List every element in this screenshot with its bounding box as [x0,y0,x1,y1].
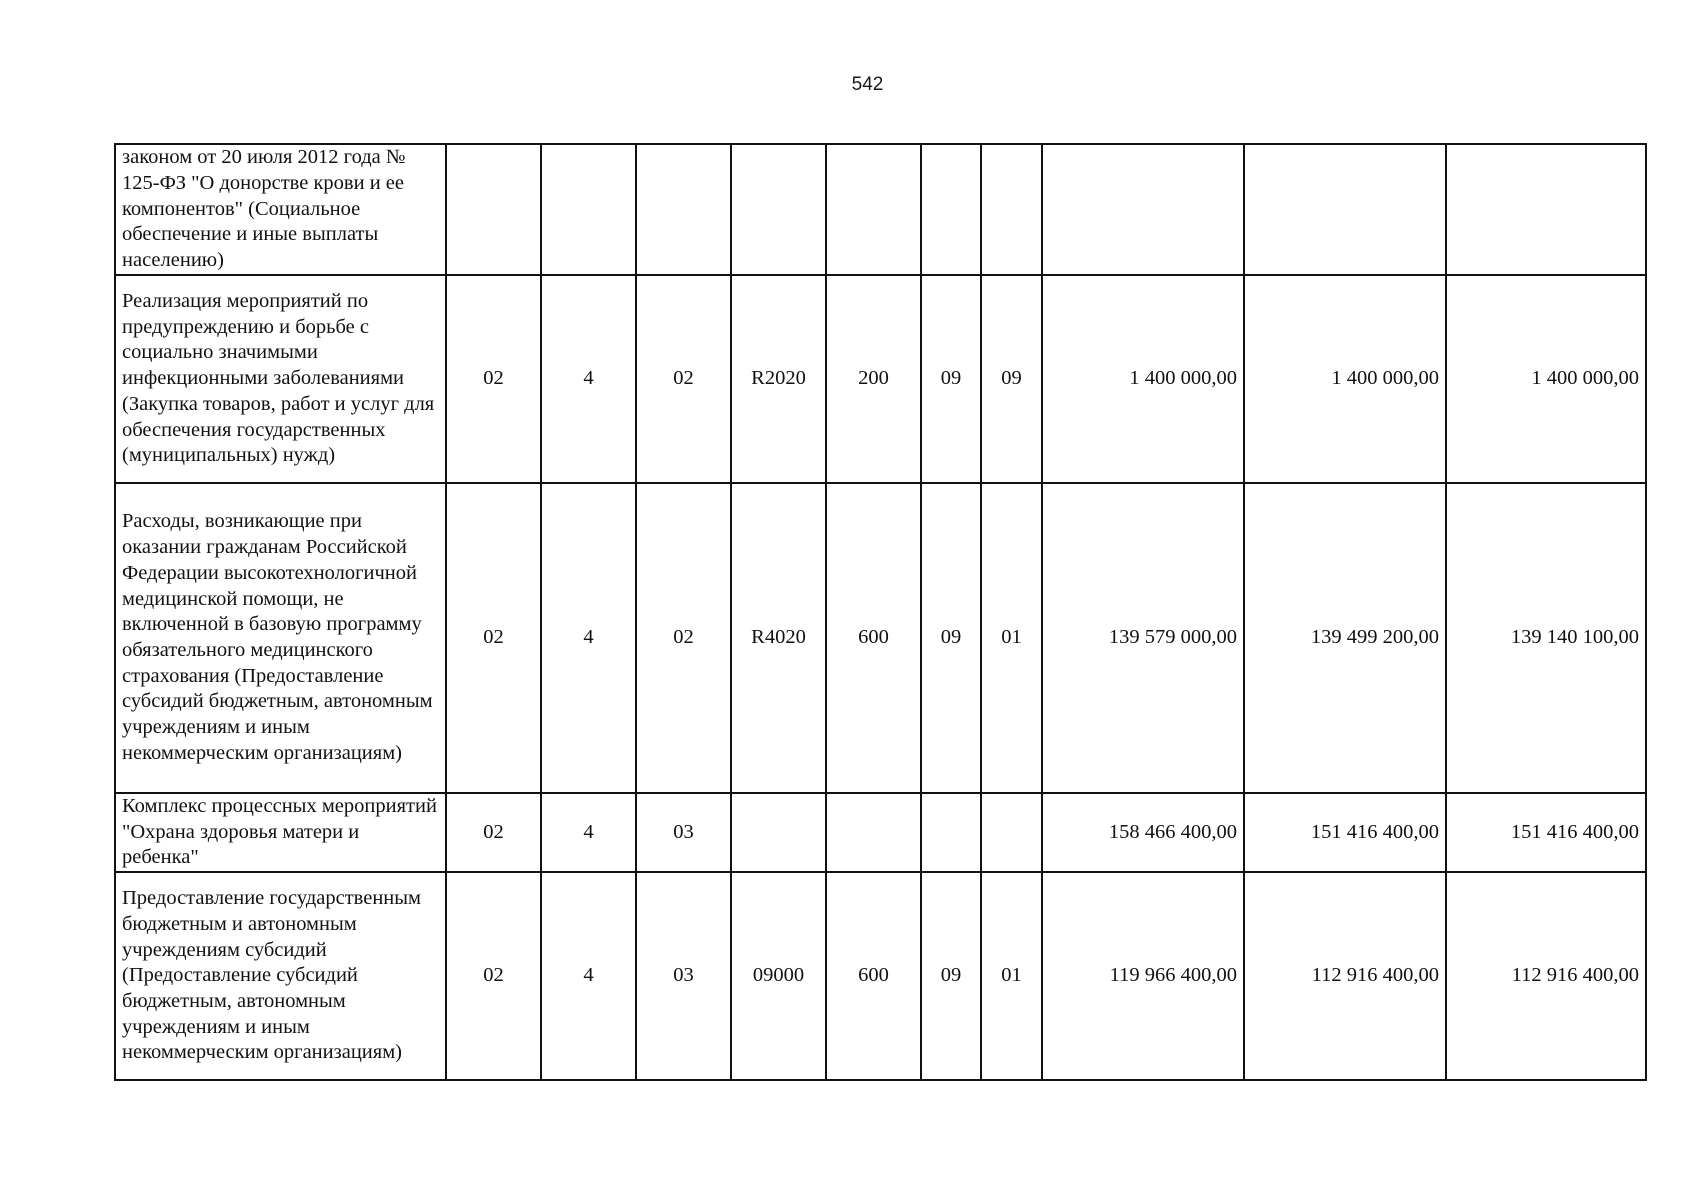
subprogram-code: 4 [541,872,636,1080]
section-code: 09 [921,275,981,483]
activity-code: 02 [636,275,731,483]
subprogram-code [541,144,636,275]
row-description: Предоставление государственным бюджетным и автономным учреждениям субсидий (Предоставление субсидий бюджетным, автономным учреждениям и иным некоммерческим организациям) [115,872,446,1080]
amount-year-1: 119 966 400,00 [1042,872,1244,1080]
section-code: 09 [921,872,981,1080]
activity-code: 03 [636,793,731,872]
amount-year-3: 151 416 400,00 [1446,793,1646,872]
amount-year-1 [1042,144,1244,275]
program-code: 02 [446,483,541,793]
table-row [115,793,1646,872]
program-code: 02 [446,793,541,872]
row-description: Расходы, возникающие при оказании гражданам Российской Федерации высокотехнологичной медицинской помощи, не включенной в базовую программу обязательного медицинского страхования (Предоставление субсидий бюджетным, автономным учреждениям и иным некоммерческим организациям) [115,483,446,793]
amount-year-1: 158 466 400,00 [1042,793,1244,872]
subsection-code [981,144,1042,275]
budget-table [114,143,1647,1081]
amount-year-3: 139 140 100,00 [1446,483,1646,793]
activity-code: 02 [636,483,731,793]
amount-year-3 [1446,144,1646,275]
program-code: 02 [446,275,541,483]
direction-code: R4020 [731,483,826,793]
amount-year-2: 139 499 200,00 [1244,483,1446,793]
amount-year-3: 1 400 000,00 [1446,275,1646,483]
amount-year-3: 112 916 400,00 [1446,872,1646,1080]
subprogram-code: 4 [541,483,636,793]
direction-code [731,793,826,872]
amount-year-1: 1 400 000,00 [1042,275,1244,483]
expense-type-code: 200 [826,275,921,483]
table-row [115,144,1646,275]
expense-type-code: 600 [826,872,921,1080]
section-code: 09 [921,483,981,793]
section-code [921,144,981,275]
amount-year-2: 112 916 400,00 [1244,872,1446,1080]
table-row [115,483,1646,793]
direction-code: R2020 [731,275,826,483]
table-row [115,872,1646,1080]
expense-type-code [826,793,921,872]
row-description: Комплекс процессных мероприятий "Охрана здоровья матери и ребенка" [115,793,446,872]
amount-year-2: 1 400 000,00 [1244,275,1446,483]
activity-code: 03 [636,872,731,1080]
subsection-code: 01 [981,483,1042,793]
row-description: законом от 20 июля 2012 года № 125-ФЗ "О донорстве крови и ее компонентов" (Социальное обеспечение и иные выплаты населению) [115,144,446,275]
section-code [921,793,981,872]
page-number: 542 [851,74,884,95]
amount-year-2 [1244,144,1446,275]
row-description: Реализация мероприятий по предупреждению и борьбе с социально значимыми инфекционными заболеваниями (Закупка товаров, работ и услуг для обеспечения государственных (муниципальных) нужд) [115,275,446,483]
subprogram-code: 4 [541,793,636,872]
expense-type-code [826,144,921,275]
table-row [115,275,1646,483]
activity-code [636,144,731,275]
subsection-code: 01 [981,872,1042,1080]
subsection-code [981,793,1042,872]
amount-year-1: 139 579 000,00 [1042,483,1244,793]
expense-type-code: 600 [826,483,921,793]
program-code: 02 [446,872,541,1080]
amount-year-2: 151 416 400,00 [1244,793,1446,872]
direction-code [731,144,826,275]
subprogram-code: 4 [541,275,636,483]
direction-code: 09000 [731,872,826,1080]
program-code [446,144,541,275]
subsection-code: 09 [981,275,1042,483]
